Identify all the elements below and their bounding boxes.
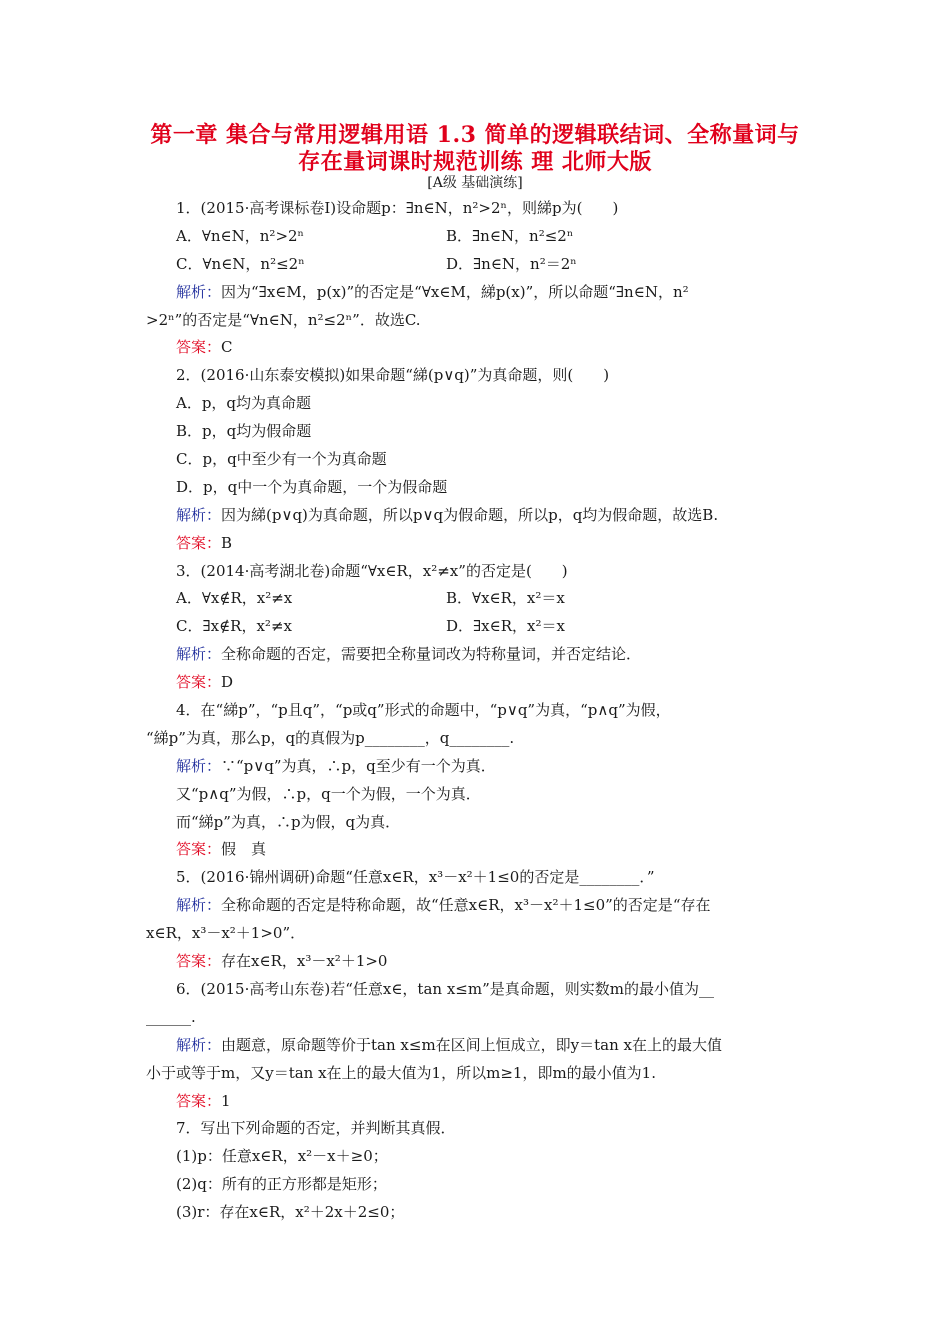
q6-analysis [146,1032,816,1060]
q3-option-a: A．∀x∉R，x²≠x [176,589,293,608]
q1-analysis-text: 因为“∃x∈M，p(x)”的否定是“∀x∈M，綈p(x)”，所以命题“∃n∈N，n² [221,282,689,301]
q1-option-a: A．∀n∈N，n²>2ⁿ [176,226,305,245]
document-title [120,122,830,176]
q3-option-c: C．∃x∉R，x²≠x [176,617,292,636]
q4-analysis-text: ∵“p∨q”为真，∴p，q至少有一个为真． [221,756,496,775]
q6-answer [146,1088,816,1116]
q7-item-1: (1)p：任意x∈R，x²－x＋≥0； [176,1147,388,1166]
q4-analysis [146,753,816,781]
q1-option-c: C．∀n∈N，n²≤2ⁿ [176,254,305,273]
q1-option-b: B．∃n∈N，n²≤2ⁿ [446,226,574,245]
analysis-label: 解析： [176,756,222,775]
q3-answer-value: D [221,673,234,692]
analysis-label: 解析： [176,282,222,301]
q2-analysis-text: 因为綈(p∨q)为真命题，所以p∨q为假命题，所以p，q均为假命题，故选B. [221,505,719,524]
answer-label: 答案： [176,338,222,357]
q1-options-row-2 [146,251,816,279]
answer-label: 答案： [176,1091,222,1110]
title-line-1: 第一章 集合与常用逻辑用语 1.3 简单的逻辑联结词、全称量词与 [150,122,800,148]
q3-options-row-2 [146,613,816,641]
q2-option-d: D．p，q中一个为真命题，一个为假命题 [176,477,448,496]
answer-label: 答案： [176,673,222,692]
q2-option-c: C．p，q中至少有一个为真命题 [176,450,387,469]
q4-answer-value: 假 真 [221,840,267,859]
q5-answer [146,948,816,976]
q4-analysis-line-2: 又“p∧q”为假，∴p，q一个为假，一个为真． [176,784,481,803]
q6-analysis-text: 由题意，原命题等价于tan x≤m在区间上恒成立，即y＝tan x在上的最大值 [221,1035,723,1054]
q5-stem: 5．(2016·锦州调研)命题“任意x∈R，x³－x²＋1≤0的否定是________．” [176,868,655,887]
q3-option-b: B．∀x∈R，x²＝x [446,589,565,608]
q1-answer [146,334,816,362]
q2-answer [146,530,816,558]
q4-stem: 4．在“綈p”，“p且q”，“p或q”形式的命题中，“p∨q”为真，“p∧q”为假， [176,701,671,720]
q5-analysis-cont: x∈R，x³－x²＋1>0”． [146,924,306,943]
q7-item-2: (2)q：所有的正方形都是矩形； [176,1175,387,1194]
q7-stem: 7．写出下列命题的否定，并判断其真假． [176,1119,456,1138]
answer-label: 答案： [176,533,222,552]
q5-analysis-text: 全称命题的否定是特称命题，故“任意x∈R，x³－x²＋1≤0”的否定是“存在 [221,896,711,915]
q3-stem: 3．(2014·高考湖北卷)命题“∀x∈R，x²≠x”的否定是( ) [176,561,568,580]
q3-answer [146,669,816,697]
q4-analysis-line-3: 而“綈p”为真，∴p为假，q为真． [176,812,401,831]
q2-option-a: A．p，q均为真命题 [176,394,312,413]
q6-stem-cont: ______. [146,1007,196,1026]
q6-answer-value: 1 [221,1091,231,1110]
analysis-label: 解析： [176,896,222,915]
q7-item-3: (3)r：存在x∈R，x²＋2x＋2≤0； [176,1203,405,1222]
q2-option-b: B．p，q均为假命题 [176,422,312,441]
answer-label: 答案： [176,840,222,859]
level-heading: [A级 基础演练] [427,175,523,191]
q1-option-d: D．∃n∈N，n²＝2ⁿ [446,254,577,273]
q4-stem-cont: “綈p”为真，那么p，q的真假为p________，q________. [146,728,515,747]
q5-analysis [146,892,816,920]
q6-analysis-cont: 小于或等于m，又y＝tan x在上的最大值为1，所以m≥1，即m的最小值为1. [146,1063,656,1082]
q1-analysis [146,279,816,307]
q1-stem: 1．(2015·高考课标卷Ⅰ)设命题p：∃n∈N，n²>2ⁿ，则綈p为( ) [176,199,619,217]
q2-answer-value: B [221,533,233,552]
q2-stem: 2．(2016·山东泰安模拟)如果命题“綈(p∨q)”为真命题，则( ) [176,366,610,385]
q3-options-row-1 [146,585,816,613]
title-line-2: 存在量词课时规范训练 理 北师大版 [298,149,652,175]
q6-stem: 6．(2015·高考山东卷)若“任意x∈，tan x≤m”是真命题，则实数m的最小值为__ [176,979,714,998]
q3-option-d: D．∃x∈R，x²＝x [446,617,565,636]
q1-answer-value: C [221,338,233,357]
answer-label: 答案： [176,952,222,971]
analysis-label: 解析： [176,645,222,664]
analysis-label: 解析： [176,1035,222,1054]
q4-answer [146,836,816,864]
exercise-list [146,195,816,1227]
q1-options-row-1 [146,223,816,251]
analysis-label: 解析： [176,505,222,524]
q3-analysis [146,641,816,669]
q2-analysis [146,502,816,530]
q5-answer-value: 存在x∈R，x³－x²＋1>0 [221,952,388,971]
q1-analysis-cont: >2ⁿ”的否定是“∀n∈N，n²≤2ⁿ”．故选C. [146,310,421,329]
q3-analysis-text: 全称命题的否定，需要把全称量词改为特称量词，并否定结论． [221,645,642,664]
